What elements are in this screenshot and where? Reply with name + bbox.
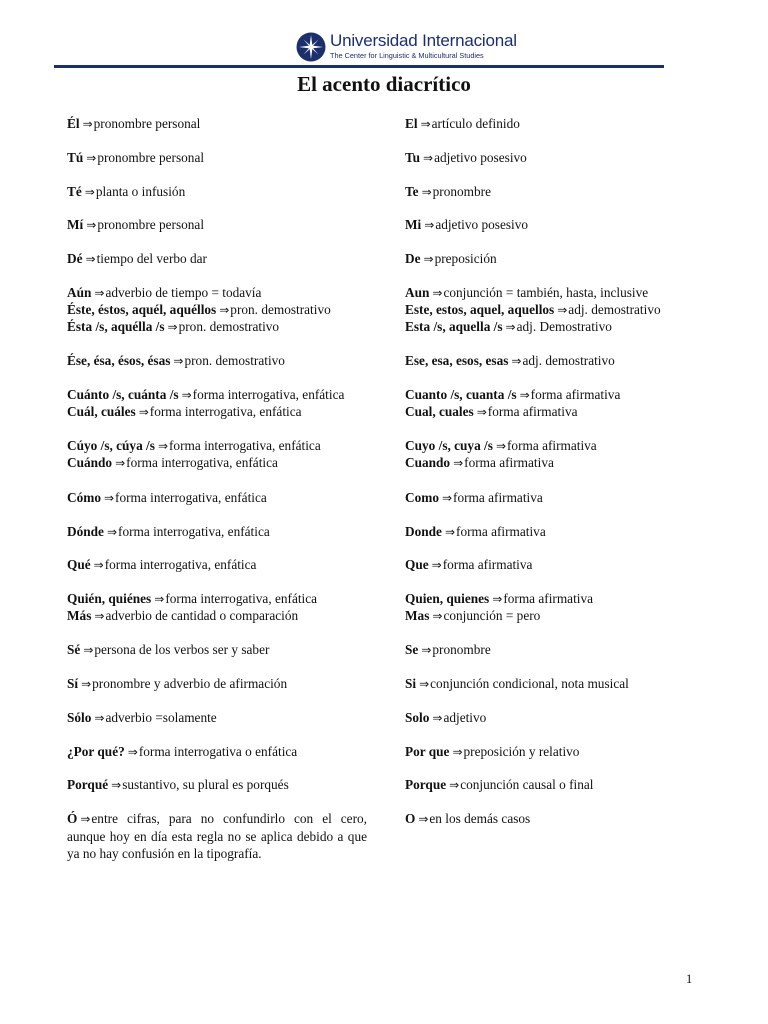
definition: adverbio de cantidad o comparación: [105, 608, 299, 623]
term: Sé: [67, 642, 81, 657]
definition: forma interrogativa, enfática: [126, 455, 278, 470]
left-entry: [67, 183, 185, 201]
left-entry: [67, 250, 207, 268]
definition: forma afirmativa: [464, 455, 554, 470]
left-entry: [67, 641, 269, 659]
arrow-icon: ⇒: [441, 491, 453, 505]
arrow-icon: ⇒: [557, 303, 568, 317]
term: Se: [405, 642, 419, 657]
left-entry: [67, 523, 270, 541]
brand-name: Universidad Internacional: [330, 31, 517, 50]
left-entry: [67, 318, 279, 336]
arrow-icon: ⇒: [86, 218, 97, 232]
term: Cuyo /s, cuya /s: [405, 438, 493, 453]
term: Dé: [67, 251, 83, 266]
definition: artículo definido: [431, 116, 520, 131]
arrow-icon: ⇒: [492, 592, 503, 606]
arrow-icon: ⇒: [452, 745, 463, 759]
definition: pronombre personal: [93, 116, 201, 131]
right-entry: [405, 216, 528, 234]
arrow-icon: ⇒: [418, 812, 429, 826]
arrow-icon: ⇒: [127, 745, 138, 759]
term: O: [405, 811, 416, 826]
term: Éste, éstos, aquél, aquéllos: [67, 302, 217, 317]
definition: entre cifras, para no confundirlo con el cero, aunque hoy en día esta regla no se aplica debido a que ya no hay confusión en la tipografía.: [67, 811, 367, 861]
definition: adverbio de tiempo = todavía: [105, 285, 262, 300]
definition: adjetivo: [443, 710, 487, 725]
arrow-icon: ⇒: [181, 388, 192, 402]
right-entry: [405, 776, 593, 794]
left-entry: [67, 454, 278, 472]
right-entry: [405, 675, 629, 693]
term: Mas: [405, 608, 430, 623]
left-entry: [67, 810, 367, 862]
definition: forma afirmativa: [507, 438, 597, 453]
right-entry: [405, 556, 532, 574]
definition: conjunción = pero: [443, 608, 541, 623]
definition: forma afirmativa: [442, 557, 533, 572]
term: Sólo: [67, 710, 92, 725]
arrow-icon: ⇒: [424, 218, 435, 232]
term: Quien, quienes: [405, 591, 490, 606]
term: Porque: [405, 777, 447, 792]
left-entry: [67, 743, 297, 761]
term: Por que: [405, 744, 450, 759]
left-entry: [67, 115, 200, 133]
term: Aun: [405, 285, 430, 300]
left-entry: [67, 489, 267, 507]
left-entry: [67, 590, 317, 608]
right-entry: [405, 641, 491, 659]
term: Esta /s, aquella /s: [405, 319, 503, 334]
arrow-icon: ⇒: [444, 525, 456, 539]
arrow-icon: ⇒: [93, 558, 104, 572]
term: Cómo: [67, 490, 101, 505]
arrow-icon: ⇒: [432, 286, 443, 300]
definition: adj. demostrativo: [522, 353, 615, 368]
definition: pron. demostrativo: [230, 302, 331, 317]
term: El: [405, 116, 418, 131]
definition: pron. demostrativo: [184, 353, 285, 368]
arrow-icon: ⇒: [84, 185, 95, 199]
left-entry: [67, 284, 261, 302]
right-entry: [405, 352, 615, 370]
term: De: [405, 251, 421, 266]
definition: forma interrogativa, enfática: [149, 404, 302, 419]
arrow-icon: ⇒: [421, 185, 432, 199]
term: Te: [405, 184, 419, 199]
right-entry: [405, 454, 554, 472]
definition: planta o infusión: [95, 184, 186, 199]
definition: tiempo del verbo dar: [96, 251, 207, 266]
definition: persona de los verbos ser y saber: [94, 642, 270, 657]
arrow-icon: ⇒: [86, 151, 97, 165]
right-entry: [405, 386, 620, 404]
definition: preposición: [434, 251, 497, 266]
arrow-icon: ⇒: [511, 354, 522, 368]
term: Mí: [67, 217, 84, 232]
arrow-icon: ⇒: [94, 609, 105, 623]
definition: forma afirmativa: [456, 524, 546, 539]
definition: pronombre: [432, 642, 491, 657]
term: Porqué: [67, 777, 109, 792]
arrow-icon: ⇒: [81, 677, 92, 691]
definition: forma afirmativa: [503, 591, 594, 606]
definition: forma interrogativa, enfática: [169, 438, 321, 453]
definition: adj. Demostrativo: [516, 319, 612, 334]
left-entry: [67, 437, 321, 455]
definition: forma interrogativa, enfática: [115, 490, 267, 505]
left-entry: [67, 216, 204, 234]
arrow-icon: ⇒: [219, 303, 230, 317]
arrow-icon: ⇒: [173, 354, 184, 368]
arrow-icon: ⇒: [420, 117, 431, 131]
definition: conjunción causal o final: [460, 777, 594, 792]
arrow-icon: ⇒: [154, 592, 165, 606]
page-header: [0, 0, 768, 68]
left-entry: [67, 709, 217, 727]
right-entry: [405, 301, 661, 319]
term: Ese, esa, esos, esas: [405, 353, 509, 368]
right-entry: [405, 709, 486, 727]
right-entry: [405, 250, 497, 268]
right-entry: [405, 318, 612, 336]
arrow-icon: ⇒: [431, 558, 442, 572]
term: Tu: [405, 150, 421, 165]
arrow-icon: ⇒: [505, 320, 516, 334]
arrow-icon: ⇒: [449, 778, 460, 792]
definition: forma interrogativa o enfática: [138, 744, 298, 759]
definition: forma afirmativa: [530, 387, 621, 402]
term: Dónde: [67, 524, 104, 539]
right-entry: [405, 523, 546, 541]
definition: pronombre personal: [97, 150, 205, 165]
definition: en los demás casos: [429, 811, 531, 826]
definition: pronombre y adverbio de afirmación: [92, 676, 288, 691]
left-entry: [67, 301, 331, 319]
arrow-icon: ⇒: [495, 439, 506, 453]
right-entry: [405, 489, 543, 507]
term: Más: [67, 608, 92, 623]
term: Este, estos, aquel, aquellos: [405, 302, 555, 317]
term: Cuánto /s, cuánta /s: [67, 387, 179, 402]
arrow-icon: ⇒: [432, 711, 443, 725]
term: Él: [67, 116, 80, 131]
definition: adjetivo posesivo: [435, 217, 529, 232]
term: Ése, ésa, ésos, ésas: [67, 353, 171, 368]
arrow-icon: ⇒: [432, 609, 443, 623]
term: Ó: [67, 811, 78, 826]
arrow-icon: ⇒: [106, 525, 118, 539]
right-entry: [405, 403, 578, 421]
term: Quién, quiénes: [67, 591, 152, 606]
definition: forma interrogativa, enfática: [192, 387, 345, 402]
right-entry: [405, 149, 527, 167]
definition: forma interrogativa, enfática: [165, 591, 318, 606]
definition: adjetivo posesivo: [434, 150, 527, 165]
right-entry: [405, 437, 597, 455]
left-entry: [67, 403, 302, 421]
arrow-icon: ⇒: [157, 439, 168, 453]
term: Cuanto /s, cuanta /s: [405, 387, 517, 402]
term: Sí: [67, 676, 79, 691]
arrow-icon: ⇒: [476, 405, 487, 419]
term: Qué: [67, 557, 91, 572]
term: Cúyo /s, cúya /s: [67, 438, 155, 453]
right-entry: [405, 810, 530, 828]
arrow-icon: ⇒: [115, 456, 126, 470]
right-entry: [405, 590, 593, 608]
page-title: El acento diacrítico: [297, 72, 471, 96]
arrow-icon: ⇒: [85, 252, 96, 266]
definition: preposición y relativo: [463, 744, 580, 759]
arrow-icon: ⇒: [421, 643, 432, 657]
arrow-icon: ⇒: [423, 252, 434, 266]
term: Cual, cuales: [405, 404, 474, 419]
arrow-icon: ⇒: [82, 117, 93, 131]
term: Cuando: [405, 455, 451, 470]
term: Donde: [405, 524, 442, 539]
term: Ésta /s, aquélla /s: [67, 319, 165, 334]
definition: adj. demostrativo: [568, 302, 661, 317]
arrow-icon: ⇒: [83, 643, 94, 657]
term: Té: [67, 184, 82, 199]
arrow-icon: ⇒: [94, 286, 105, 300]
term: Como: [405, 490, 439, 505]
arrow-icon: ⇒: [419, 677, 430, 691]
header-rule: [54, 65, 664, 68]
definition: sustantivo, su plural es porqués: [122, 777, 289, 792]
term: ¿Por qué?: [67, 744, 125, 759]
arrow-icon: ⇒: [519, 388, 530, 402]
term: Mi: [405, 217, 422, 232]
left-entry: [67, 149, 204, 167]
arrow-icon: ⇒: [103, 491, 115, 505]
compass-star-icon: [296, 32, 326, 62]
definition: forma interrogativa, enfática: [118, 524, 270, 539]
definition: pron. demostrativo: [178, 319, 280, 334]
definition: adverbio =solamente: [105, 710, 217, 725]
right-entry: [405, 607, 540, 625]
brand-block: [330, 32, 517, 61]
arrow-icon: ⇒: [138, 405, 149, 419]
left-entry: [67, 386, 344, 404]
page-number: 1: [686, 972, 693, 986]
right-entry: [405, 743, 579, 761]
term: Aún: [67, 285, 92, 300]
right-entry: [405, 183, 491, 201]
definition: forma afirmativa: [487, 404, 578, 419]
definition: forma interrogativa, enfática: [104, 557, 257, 572]
term: Si: [405, 676, 417, 691]
arrow-icon: ⇒: [167, 320, 178, 334]
arrow-icon: ⇒: [453, 456, 464, 470]
arrow-icon: ⇒: [80, 812, 91, 826]
term: Cuál, cuáles: [67, 404, 136, 419]
definition: forma afirmativa: [453, 490, 543, 505]
definition: conjunción = también, hasta, inclusive: [443, 285, 649, 300]
term: Cuándo: [67, 455, 113, 470]
arrow-icon: ⇒: [423, 151, 434, 165]
right-entry: [405, 115, 520, 133]
term: Tú: [67, 150, 84, 165]
term: Que: [405, 557, 429, 572]
left-entry: [67, 352, 285, 370]
definition: pronombre personal: [97, 217, 205, 232]
left-entry: [67, 675, 287, 693]
definition: pronombre: [432, 184, 491, 199]
arrow-icon: ⇒: [94, 711, 105, 725]
right-entry: [405, 284, 648, 302]
brand-subtitle: The Center for Linguistic & Multicultural Studies: [330, 51, 484, 60]
left-entry: [67, 556, 256, 574]
left-entry: [67, 607, 298, 625]
left-entry: [67, 776, 289, 794]
arrow-icon: ⇒: [111, 778, 122, 792]
term: Solo: [405, 710, 430, 725]
definition: conjunción condicional, nota musical: [430, 676, 629, 691]
